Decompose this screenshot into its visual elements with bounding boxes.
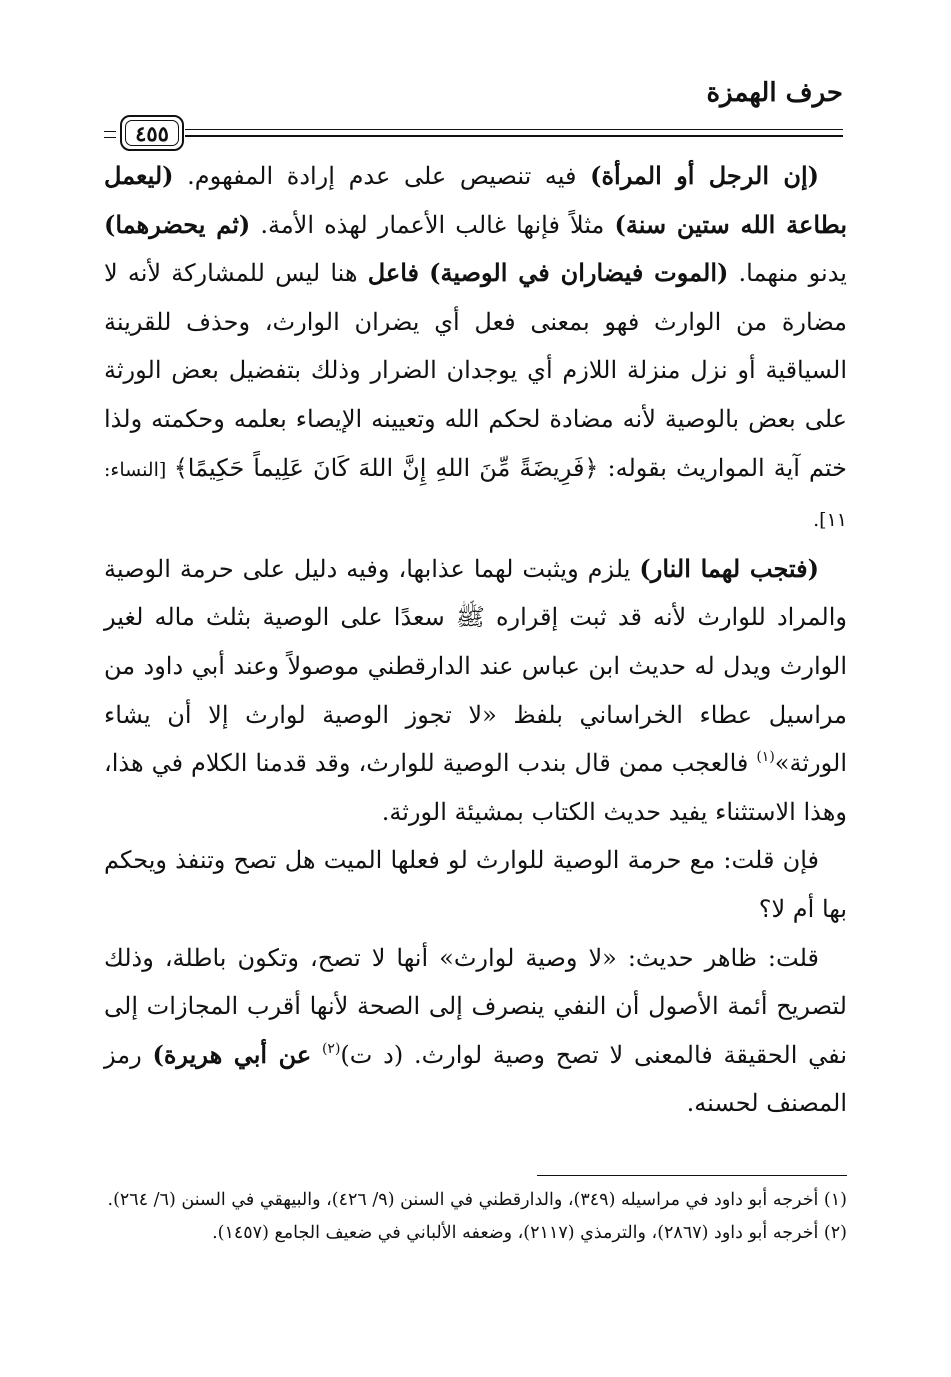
running-title: حرف الهمزة: [706, 78, 843, 108]
matn-quote: (فتجب لهما النار): [639, 553, 820, 583]
paragraph: [104, 152, 847, 545]
matn-quote: (إن الرجل أو المرأة): [590, 161, 819, 190]
main-text: [104, 152, 847, 1128]
commentary-text: هنا ليس للمشاركة لأنه لا مضارة من الوارث فهو بمعنى فعل أي يضران الوارث، وحذف للقرينة السياقية أو نزل منزلة اللازم أي يوجدان الضرار وذلك بتفضيل بعض الورثة على بعض بالوصية لأنه مضادة لحكم الله وتعيينه الإيصاء بعلمه وحكمته ولذا ختم آية المواريث بقوله:: [104, 259, 847, 482]
commentary-text: يدنو منهما.: [728, 259, 847, 288]
matn-quote: (ثم يحضرهما): [104, 209, 251, 239]
paragraph: [104, 545, 847, 837]
matn-quote: عن أبي هريرة): [152, 1039, 312, 1069]
footnote: (١) أخرجه أبو داود في مراسيله (٣٤٩)، والدارقطني في السنن (٩/ ٤٢٦)، والبيهقي في السنن (٦/ ٢٦٤).: [107, 1190, 847, 1210]
spacer-text: [419, 259, 429, 287]
footnote: (٢) أخرجه أبو داود (٢٨٦٧)، والترمذي (٢١١٧)، وضعفه الألباني في ضعيف الجامع (١٤٥٧).: [212, 1223, 847, 1243]
term-highlight: فاعل: [367, 258, 419, 288]
commentary-text: فالعجب ممن قال بندب الوصية للوارث، وقد قدمنا الكلام في هذا، وهذا الاستثناء يفيد حديث الكتاب بمشيئة الورثة.: [104, 749, 847, 826]
commentary-text: قلت: ظاهر حديث: «لا وصية لوارث» أنها لا تصح، وتكون باطلة، وذلك لتصريح أئمة الأصول أن النفي ينصرف إلى الصحة لأنها أقرب المجازات إلى نفي الحقيقة فالمعنى لا تصح وصية لوارث. (د ت): [104, 943, 847, 1069]
paragraph: فإن قلت: مع حرمة الوصية للوارث لو فعلها الميت هل تصح وتنفذ ويحكم بها أم لا؟: [104, 846, 847, 923]
page-number: ٤٥٥: [135, 120, 169, 146]
paragraph: [104, 934, 847, 1128]
header-rule: [185, 129, 843, 130]
commentary-text: مثلاً فإنها غالب الأعمار لهذه الأمة.: [250, 210, 615, 239]
page-number-frame: [120, 115, 184, 151]
commentary-text: يلزم ويثبت لهما عذابها، وفيه دليل على حرمة الوصية والمراد للوارث لأنه قد ثبت إقراره ﷺ سعدًا على الوصية بثلث ماله لغير الوارث ويدل له حديث ابن عباس عند الدارقطني موصولاً وعند أبي داود من مراسيل عطاء الخراساني بلفظ «لا تجوز الوصية لوارث إلا أن يشاء الورثة»: [104, 554, 847, 778]
footnote-marker: (٢): [321, 1040, 341, 1057]
footnote-separator: [537, 1175, 847, 1176]
header-rule-end-mark: [104, 131, 116, 138]
footnotes: [104, 1184, 847, 1250]
commentary-text: رمز المصنف لحسنه.: [104, 1040, 847, 1118]
matn-quote: (الموت فيضاران في الوصية): [429, 258, 729, 288]
commentary-text: فيه تنصيص على عدم إرادة المفهوم.: [173, 162, 591, 190]
spacer-text: [311, 1041, 322, 1069]
quran-verse: ﴿فَرِيضَةً مِّنَ اللهِ إِنَّ اللهَ كَانَ عَلِيماً حَكِيمًا﴾: [173, 453, 599, 482]
matn-quote: (ليعمل بطاعة الله ستين سنة): [104, 161, 848, 239]
header-rule-thick: [185, 135, 843, 137]
verse-reference: [النساء: ١١].: [104, 458, 847, 532]
footnote-marker: (١): [756, 749, 775, 766]
